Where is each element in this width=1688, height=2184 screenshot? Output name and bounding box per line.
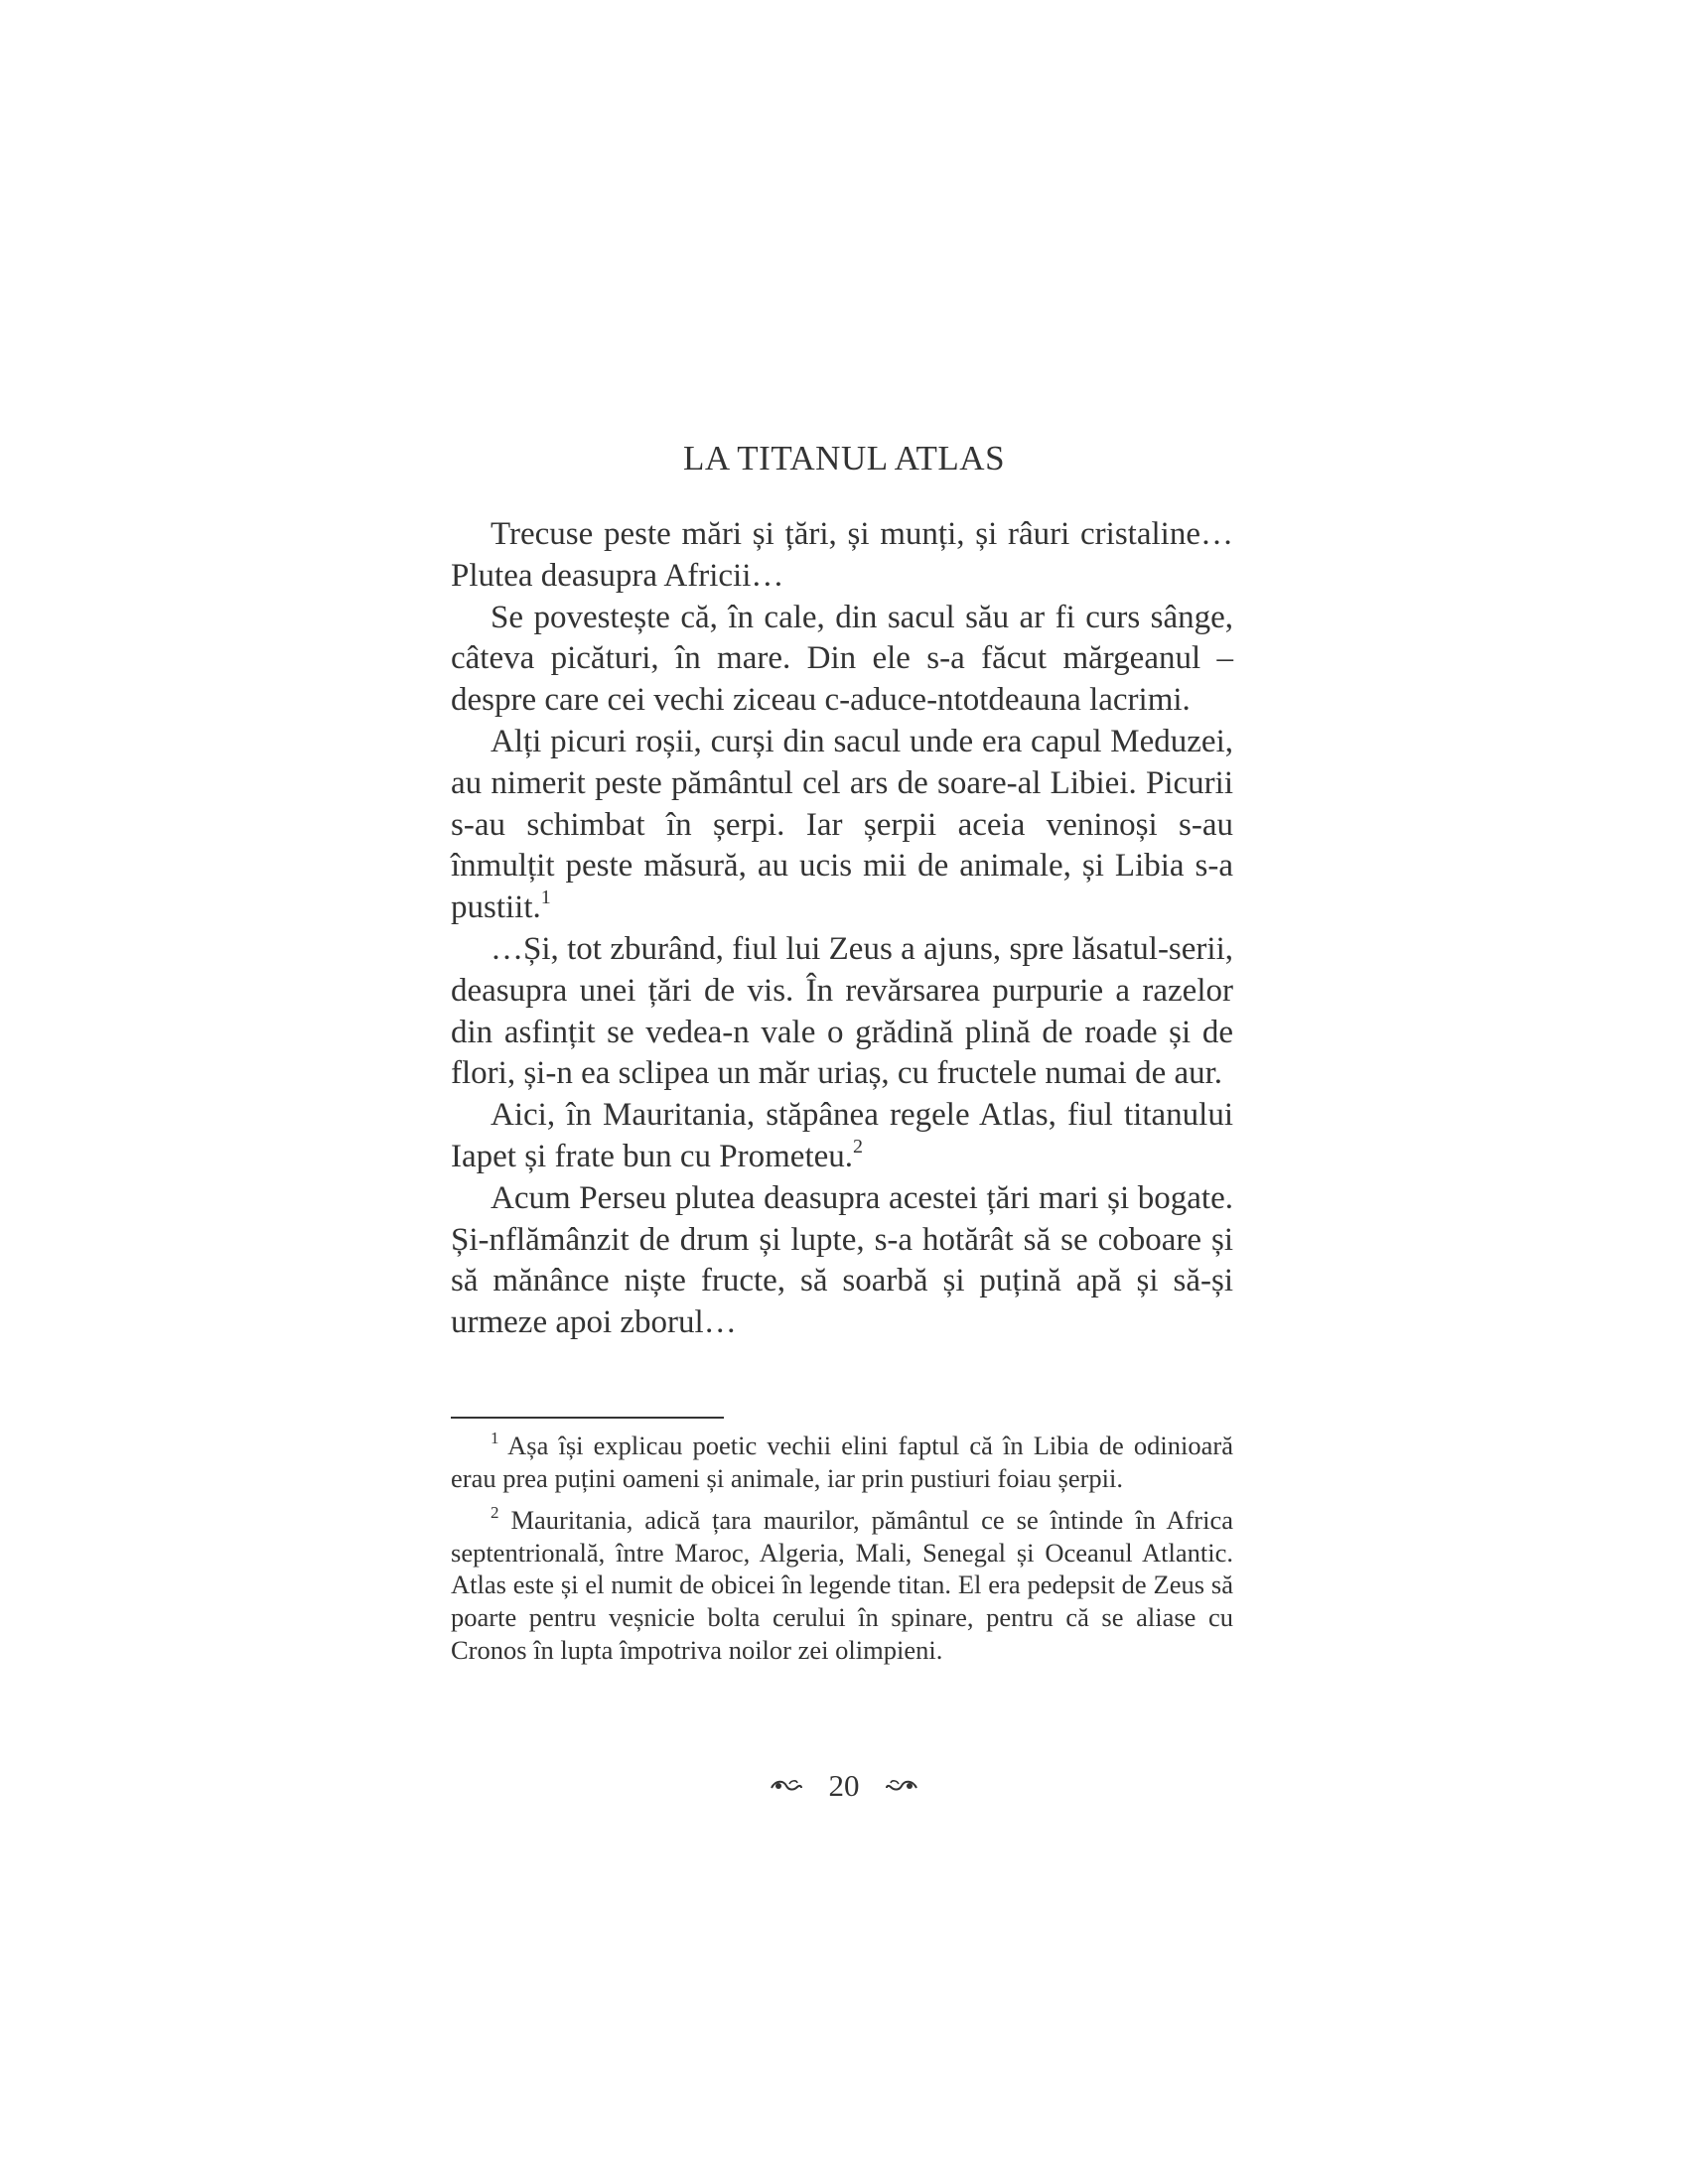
footnote-text: Așa își explicau poetic vechii elini faptul că în Libia de odinioară erau prea puțini oameni și animale, iar prin pustiuri foiau șerpii. (451, 1431, 1233, 1493)
footnote-marker: 1 (491, 1429, 499, 1448)
fleuron-left-icon (770, 1776, 803, 1796)
footnote-reference: 1 (540, 887, 551, 909)
footnote (451, 1430, 1233, 1494)
paragraph-text: Trecuse peste mări și țări, și munți, și râuri cristaline… Plutea deasupra Africii… (451, 516, 1233, 594)
paragraph-text: Acum Perseu plutea deasupra acestei țări mari și bogate. Și-nflămânzit de drum și lupte, s-a hotărât să se coboare și să mănânce niște fructe, să soarbă și puțină apă și să-și urmeze apoi zborul… (451, 1179, 1233, 1341)
footnote (451, 1504, 1233, 1666)
footnote-separator (451, 1417, 724, 1419)
paragraph (451, 514, 1233, 598)
footnote-marker: 2 (491, 1503, 499, 1523)
page-footer (0, 1763, 1688, 1806)
paragraph (451, 722, 1233, 929)
paragraph (451, 1178, 1233, 1344)
paragraph-text: Alți picuri roșii, curși din sacul unde era capul Meduzei, au nimerit peste pământul cel ars de soare-al Libiei. Picurii s-au schimbat în șerpi. Iar șerpii aceia veninoși s-au înmulțit peste măsură, au ucis mii de animale, și Libia s-a pustiit. (451, 723, 1233, 926)
paragraph (451, 598, 1233, 722)
paragraph-text: Aici, în Mauritania, stăpânea regele Atlas, fiul titanului Iapet și frate bun cu Prometeu. (451, 1097, 1233, 1174)
paragraph (451, 1095, 1233, 1178)
paragraph-text: Se povestește că, în cale, din sacul său ar fi curs sânge, câteva picături, în mare. Din ele s-a făcut mărgeanul – despre care cei vechi ziceau c-aduce-ntotdeauna lacrimi. (451, 599, 1233, 719)
paragraph (451, 929, 1233, 1095)
footnote-text: Mauritania, adică țara maurilor, pământul ce se întinde în Africa septentrională, între Maroc, Algeria, Mali, Senegal și Oceanul Atlantic. Atlas este și el numit de obicei în legende titan. El era pedepsit de Zeus să poarte pentru veșnicie bolta cerului în spinare, pentru că se aliase cu Cronos în lupta împotriva noilor zei olimpieni. (451, 1505, 1234, 1665)
paragraph-text: …Și, tot zburând, fiul lui Zeus a ajuns, spre lăsatul-serii, deasupra unei țări de vis. În revărsarea purpurie a razelor din asfințit se vedea-n vale o grădină plină de roade și de flori, și-n ea sclipea un măr uriaș, cu fructele numai de aur. (451, 930, 1233, 1092)
footnotes (451, 1430, 1233, 1676)
fleuron-right-icon (885, 1776, 918, 1796)
chapter-body (451, 514, 1233, 1344)
footnote-reference: 2 (853, 1135, 864, 1158)
page-number: 20 (828, 1767, 860, 1803)
chapter-title: LA TITANUL ATLAS (682, 439, 1006, 478)
